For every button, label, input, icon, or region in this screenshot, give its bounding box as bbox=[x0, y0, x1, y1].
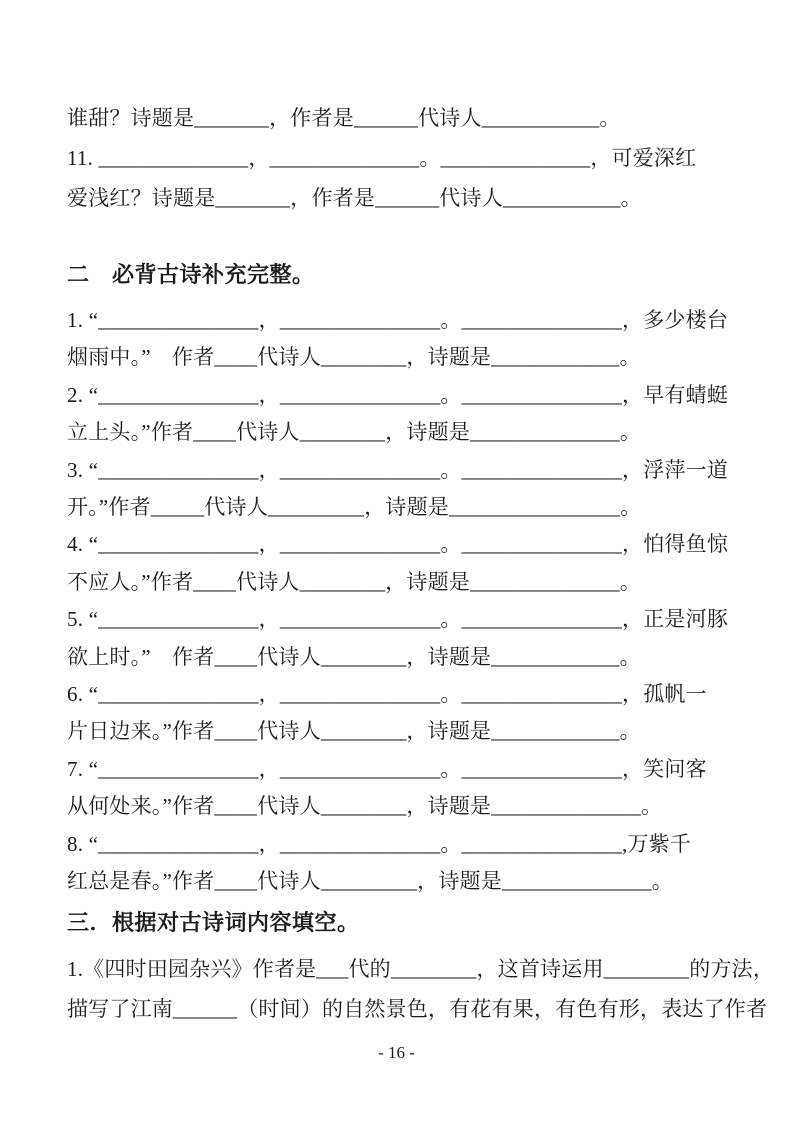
section-two-heading: 二 必背古诗补充完整。 bbox=[67, 262, 315, 287]
s2-item-6-line-1: 6. “_______________，_______________。_______________，孤帆一 bbox=[67, 682, 707, 707]
s2-item-7-line-1: 7. “_______________，_______________。_______________，笑问客 bbox=[67, 756, 707, 781]
s2-item-3-line-1: 3. “_______________，_______________。_______________，浮萍一道 bbox=[67, 457, 729, 482]
s2-item-1-line-2: 烟雨中。” 作者____代诗人________，诗题是____________。 bbox=[67, 345, 641, 370]
s2-item-8-line-1: 8. “_______________，_______________。_______________,万紫千 bbox=[67, 831, 692, 856]
question-11-tail-line: 爱浅红？诗题是_______，作者是______代诗人___________。 bbox=[67, 186, 642, 210]
s2-item-7-line-2: 从何处来。”作者____代诗人________，诗题是______________。 bbox=[67, 794, 663, 819]
worksheet-content bbox=[67, 98, 775, 1029]
question-10-11-block bbox=[67, 98, 735, 218]
s3-item-1-line-1: 1.《四时田园杂兴》作者是___代的________，这首诗运用________的方法， bbox=[67, 956, 775, 981]
s2-item-8-line-2: 红总是春。”作者____代诗人_________，诗题是______________。 bbox=[67, 869, 673, 894]
s2-item-5-line-2: 欲上时。” 作者____代诗人________，诗题是____________。 bbox=[67, 644, 641, 669]
s2-item-2-line-1: 2. “_______________，_______________。_______________，早有蜻蜓 bbox=[67, 382, 729, 407]
page-number: - 16 - bbox=[378, 1043, 415, 1062]
question-10-tail-line: 谁甜？诗题是_______，作者是______代诗人___________。 bbox=[67, 106, 621, 130]
s2-item-5-line-1: 5. “_______________，_______________。_______________，正是河豚 bbox=[67, 607, 729, 632]
s3-item-1-line-2: 描写了江南______（时间）的自然景色，有花有果，有色有形，表达了作者 bbox=[67, 996, 768, 1021]
s2-item-4-line-1: 4. “_______________，_______________。_______________，怕得鱼惊 bbox=[67, 532, 729, 557]
s2-item-4-line-2: 不应人。”作者____代诗人________，诗题是______________。 bbox=[67, 569, 642, 594]
s2-item-3-line-2: 开。”作者_____代诗人_________，诗题是________________。 bbox=[67, 495, 642, 520]
s2-item-2-line-2: 立上头。”作者____代诗人________，诗题是______________。 bbox=[67, 420, 642, 445]
section-three-heading: 三．根据对古诗词内容填空。 bbox=[67, 909, 360, 935]
s2-item-1-line-1: 1. “_______________，_______________。_______________，多少楼台 bbox=[67, 308, 729, 332]
s2-item-6-line-2: 片日边来。”作者____代诗人________，诗题是____________。 bbox=[67, 719, 641, 744]
section-two-items bbox=[67, 302, 735, 901]
question-11-line: 11. ______________，______________。______________，可爱深红 bbox=[67, 146, 697, 170]
section-three-items bbox=[67, 949, 775, 1029]
